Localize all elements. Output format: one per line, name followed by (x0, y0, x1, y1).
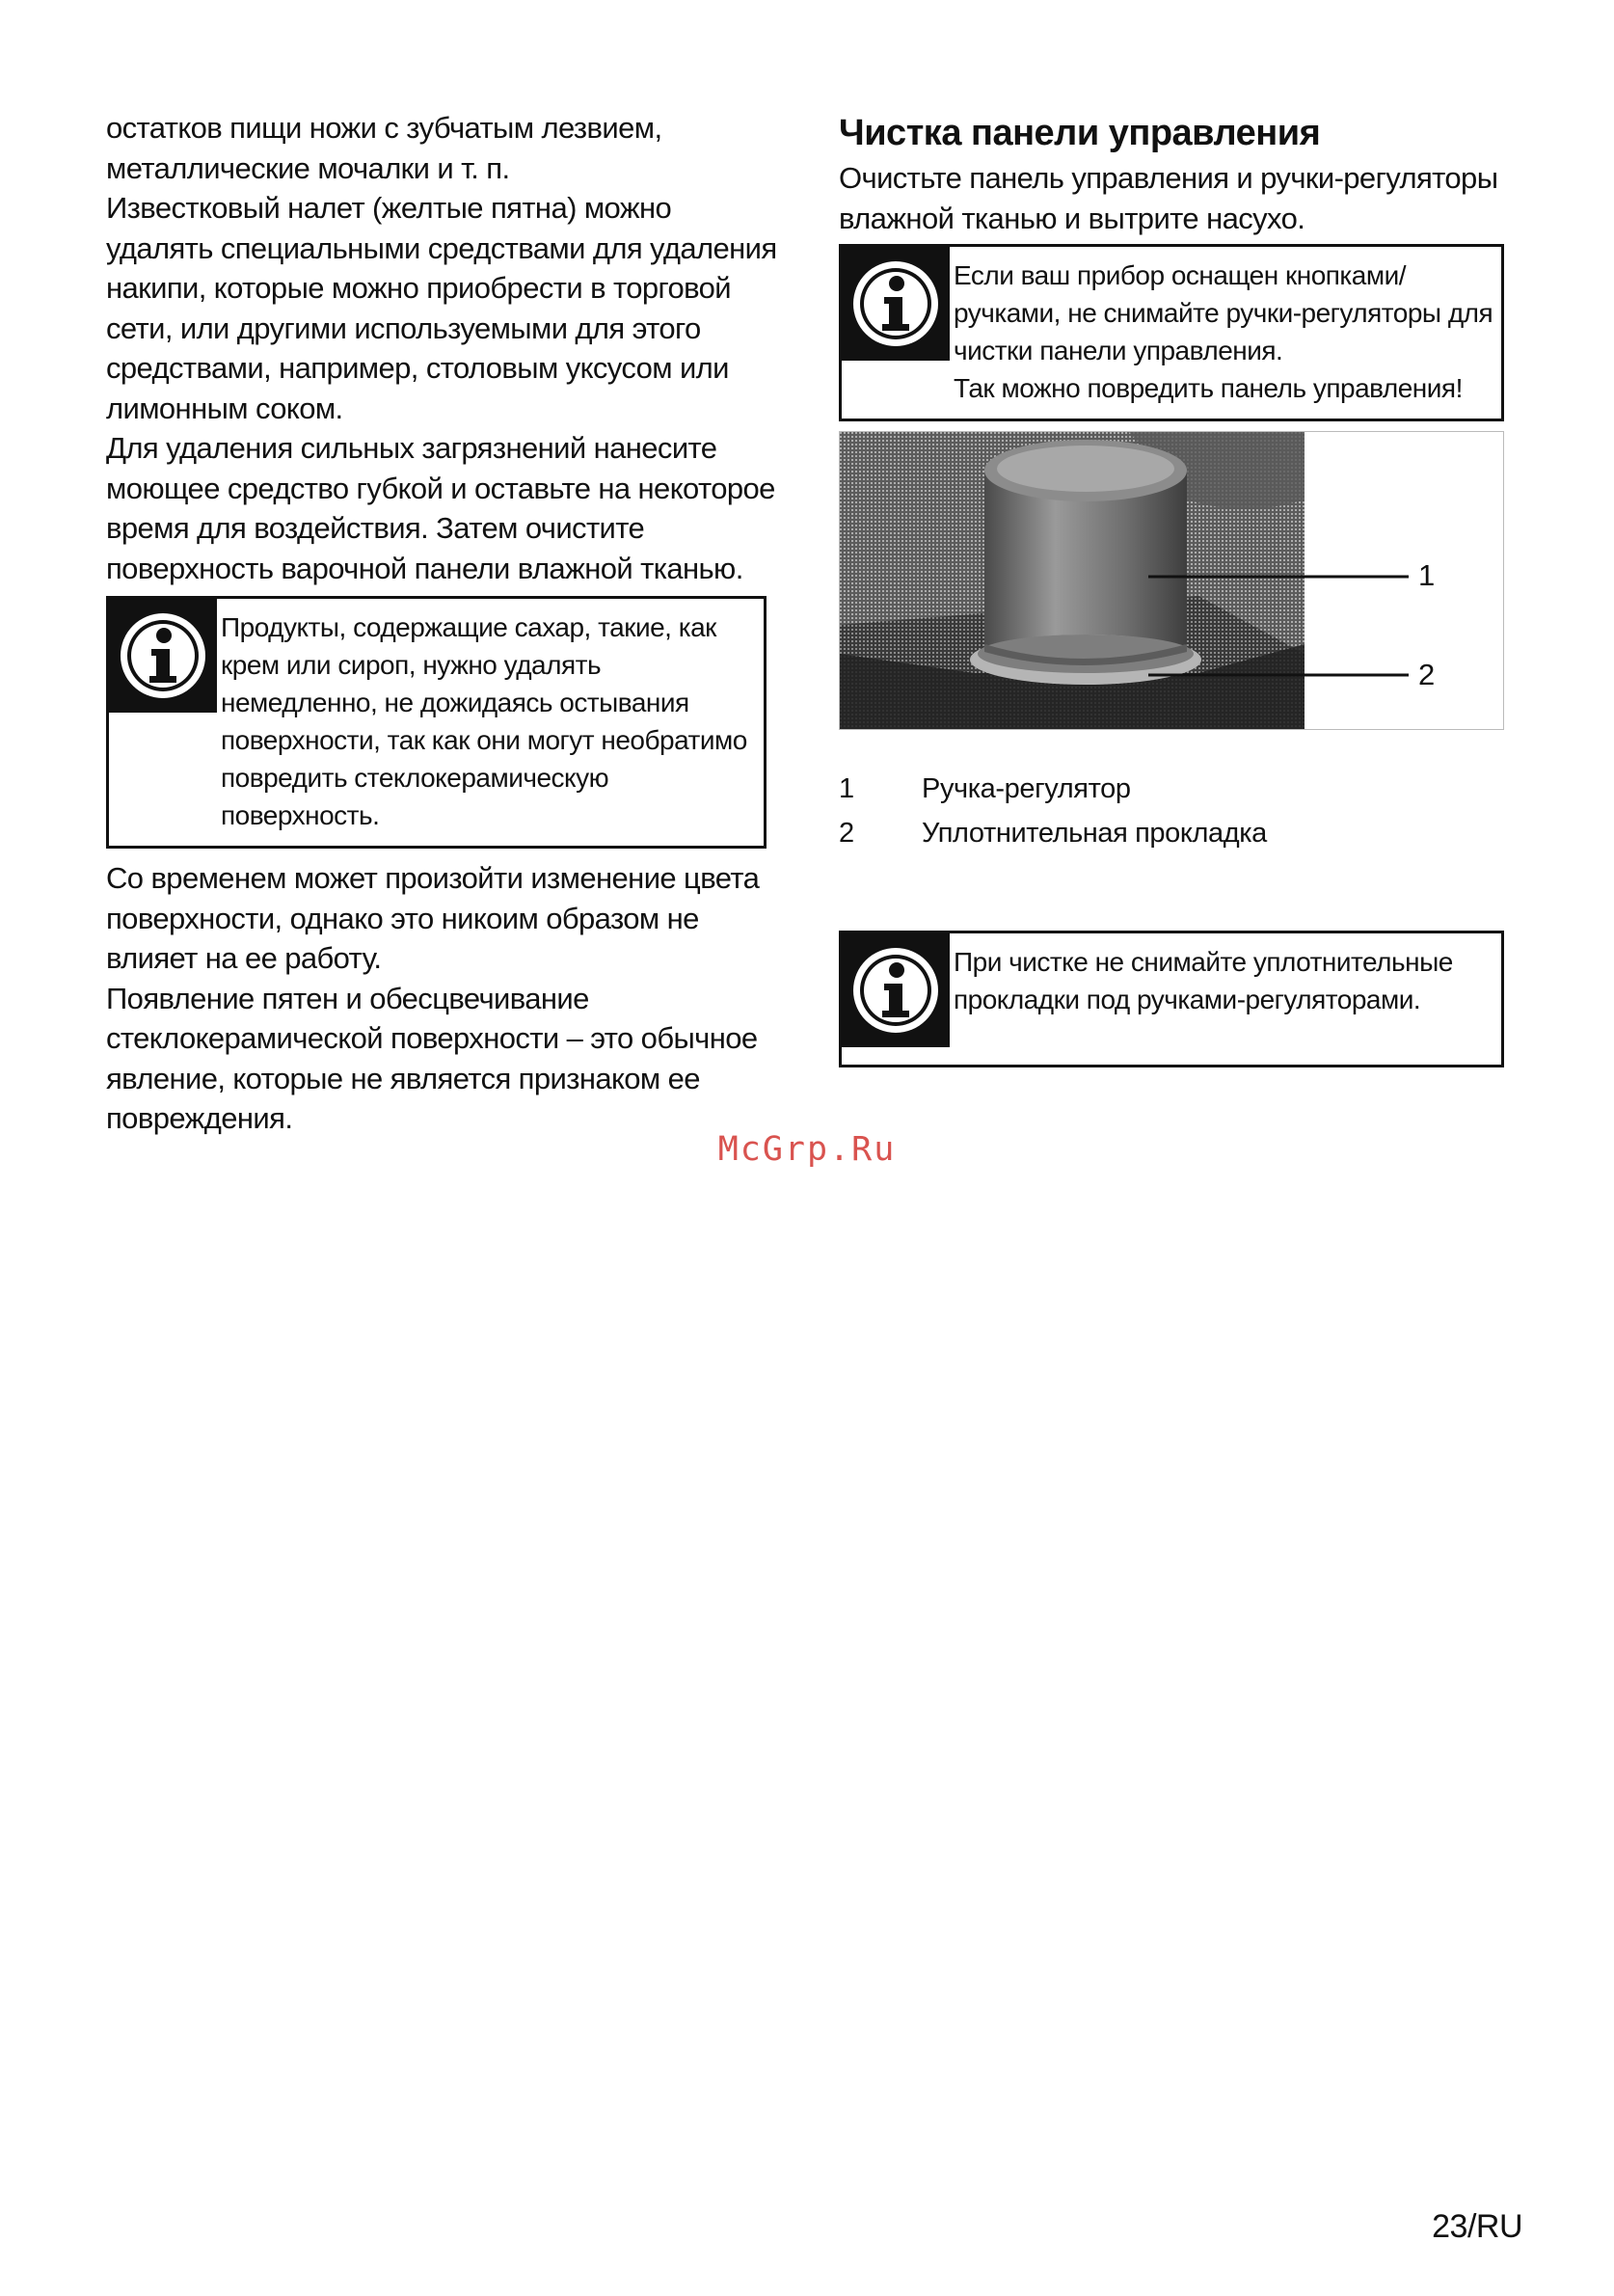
note-knobs-line-1: Если ваш прибор оснащен кнопками/ручками, не снимайте ручки-регуляторы для чистки панели управления. (954, 260, 1493, 365)
legend-item (839, 811, 1504, 855)
control-knob-figure (839, 431, 1504, 730)
legend-label: Уплотнительная прокладка (922, 818, 1267, 849)
paragraph-knives: остатков пищи ножи с зубчатым лезвием, металлические мочалки и т. п. (106, 111, 662, 185)
info-icon (842, 933, 950, 1047)
watermark-link[interactable]: McGrp.Ru (717, 1130, 897, 1169)
info-note-sugar (106, 596, 767, 849)
paragraph-stains: Появление пятен и обесцвечивание стеклокерамической поверхности – это обычное явление, которые не является признаком ее повреждения. (106, 981, 758, 1135)
info-icon (842, 247, 950, 361)
paragraph-heavy-dirt: Для удаления сильных загрязнений нанесите моющее средство губкой и оставьте на некоторое время для воздействия. Затем очистите поверхность варочной панели влажной тканью. (106, 431, 775, 585)
callout-1: 1 (1418, 558, 1436, 592)
left-column (106, 108, 781, 1139)
legend-number: 1 (839, 773, 854, 804)
paragraph-color-change: Со временем может произойти изменение цвета поверхности, однако это никоим образом не влияет на ее работу. (106, 861, 760, 975)
section-heading: Чистка панели управления (839, 113, 1321, 153)
info-icon (109, 599, 217, 713)
legend-label: Ручка-регулятор (922, 773, 1131, 804)
info-note-knobs (839, 244, 1504, 421)
legend-item (839, 767, 1504, 811)
legend-number: 2 (839, 818, 854, 849)
page-number: 23/RU (1432, 2208, 1522, 2245)
paragraph-control-panel-intro: Очистьте панель управления и ручки-регуляторы влажной тканью и вытрите насухо. (839, 161, 1498, 235)
figure-legend (839, 767, 1504, 855)
note-sugar-text: Продукты, содержащие сахар, такие, как крем или сироп, нужно удалять немедленно, не дожидаясь остывания поверхности, так как они могут необратимо повредить стеклокерамическую поверхность. (221, 612, 747, 830)
info-note-gaskets (839, 931, 1504, 1067)
callout-2: 2 (1418, 658, 1436, 691)
paragraph-limescale: Известковый налет (желтые пятна) можно удалять специальными средствами для удаления накипи, которые можно приобрести в торговой сети, или другими используемыми для этого средствами, например, столовым уксусом или лимонным соком. (106, 191, 777, 425)
note-gaskets-text: При чистке не снимайте уплотнительные прокладки под ручками-регуляторами. (954, 947, 1453, 1014)
control-knob-illustration (840, 432, 1503, 729)
right-column (839, 108, 1504, 1077)
note-knobs-line-2: Так можно повредить панель управления! (954, 373, 1463, 403)
